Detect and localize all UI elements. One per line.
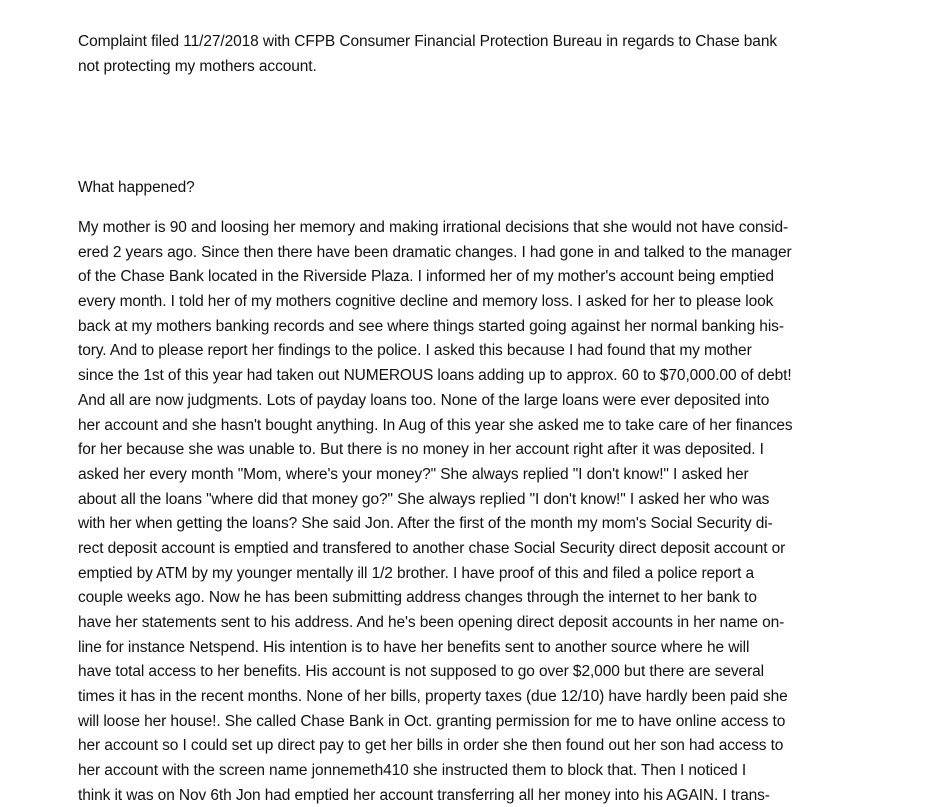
- body-line: with her when getting the loans? She said Jon. After the first of the month my mom's Social Security di-: [78, 515, 773, 533]
- body-line: line for instance Netspend. His intention is to have her benefits sent to another source where he will: [78, 638, 750, 656]
- body-line: My mother is 90 and loosing her memory and making irrational decisions that she would not have consid-: [78, 219, 789, 236]
- body-line: think it was on Nov 6th Jon had emptied her account transferring all her money into his AGAIN. I trans-: [78, 786, 770, 804]
- intro-line: not protecting my mothers account.: [78, 57, 317, 75]
- body-line: will loose her house!. She called Chase Bank in Oct. granting permission for me to have online access to: [78, 712, 786, 730]
- body-line: have her statements sent to his address. And he's been opening direct deposit accounts in her name on-: [78, 614, 785, 631]
- body-line: of the Chase Bank located in the Riverside Plaza. I informed her of my mother's account being emptied: [78, 268, 774, 286]
- body-line: couple weeks ago. Now he has been submitting address changes through the internet to her bank to: [78, 589, 757, 607]
- body-line: for her because she was unable to. But there is no money in her account right after it was deposited. I: [78, 441, 764, 459]
- body-line: tory. And to please report her findings to the police. I asked this because I had found that my mother: [78, 342, 752, 360]
- body-paragraph: [78, 216, 838, 807]
- section-heading-text: What happened?: [78, 179, 195, 196]
- section-heading: [78, 176, 838, 201]
- body-line: her account and she hasn't bought anything. In Aug of this year she asked me to take care of her finances: [78, 416, 793, 434]
- body-line: her account with the screen name jonnemeth410 she instructed them to block that. Then I noticed I: [78, 762, 747, 780]
- body-line: since the 1st of this year had taken out NUMEROUS loans adding up to approx. 60 to $70,000.00 of debt!: [78, 367, 792, 385]
- body-line: her account so I could set up direct pay to get her bills in order she then found out her son had access to: [78, 737, 784, 755]
- body-line: And all are now judgments. Lots of payday loans too. None of the large loans were ever deposited into: [78, 391, 770, 409]
- body-line: rect deposit account is emptied and transfered to another chase Social Security direct deposit account or: [78, 539, 786, 557]
- body-line: back at my mothers banking records and see where things started going against her normal banking his-: [78, 317, 784, 335]
- body-line: every month. I told her of my mothers cognitive decline and memory loss. I asked for her to please look: [78, 293, 774, 311]
- body-line: times it has in the recent months. None of her bills, property taxes (due 12/10) have hardly been paid she: [78, 688, 788, 706]
- body-line: have total access to her benefits. His account is not supposed to go over $2,000 but there are several: [78, 663, 764, 681]
- body-line: asked her every month "Mom, where's your money?" She always replied "I don't know!" I asked her: [78, 465, 749, 483]
- body-line: emptied by ATM by my younger mentally ill 1/2 brother. I have proof of this and filed a police report a: [78, 564, 755, 582]
- body-line: ered 2 years ago. Since then there have been dramatic changes. I had gone in and talked to the manager: [78, 243, 792, 261]
- intro-line: Complaint filed 11/27/2018 with CFPB Consumer Financial Protection Bureau in regards to Chase bank: [78, 33, 777, 50]
- body-line: about all the loans "where did that money go?" She always replied "I don't know!" I asked her who was: [78, 490, 770, 508]
- intro-paragraph: [78, 30, 838, 79]
